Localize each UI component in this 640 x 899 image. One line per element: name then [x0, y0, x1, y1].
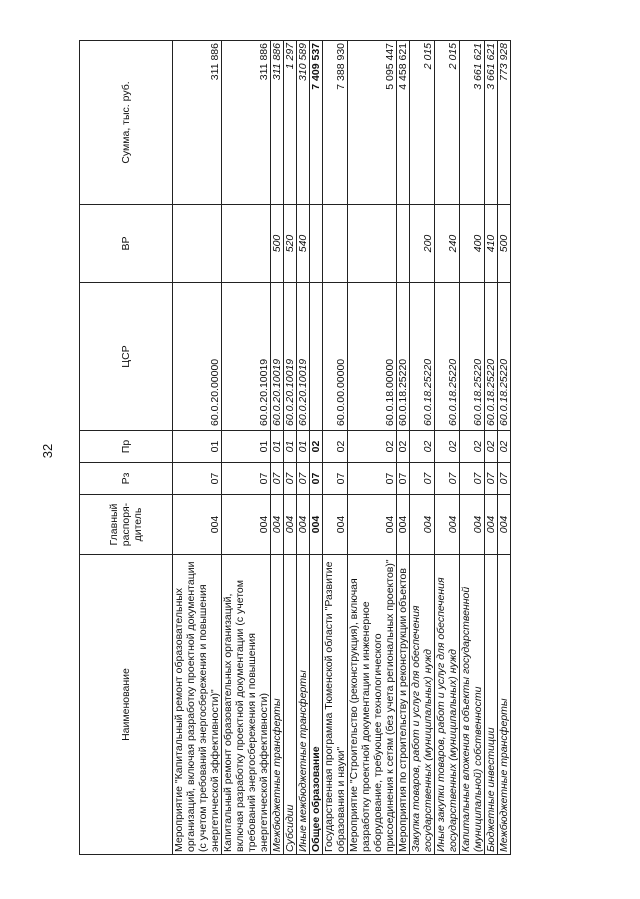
cell-pr: 02 — [397, 431, 410, 463]
table-row — [460, 41, 485, 855]
table-row — [397, 41, 410, 855]
budget-table-rotated — [79, 41, 575, 855]
cell-vr: 200 — [410, 205, 435, 283]
cell-pr: 01 — [284, 431, 297, 463]
cell-sum: 2 015 — [410, 41, 435, 205]
cell-sum: 7 409 537 — [310, 41, 323, 205]
cell-name: Мероприятие "Строительство (реконструкция), включая разработку проектной документации и инженерное оборудование, требующее технологического присоединения к сетям (без учета региональных проектов)" — [348, 555, 397, 855]
cell-pr: 02 — [310, 431, 323, 463]
cell-name: Межбюджетные трансферты — [271, 555, 284, 855]
cell-rz: 07 — [310, 463, 323, 495]
cell-name: Иные межбюджетные трансферты — [297, 555, 310, 855]
cell-gl: 004 — [297, 495, 310, 555]
table-row — [435, 41, 460, 855]
cell-sum: 2 015 — [435, 41, 460, 205]
cell-gl: 004 — [284, 495, 297, 555]
cell-sum: 1 297 — [284, 41, 297, 205]
cell-vr — [222, 205, 271, 283]
cell-gl: 004 — [310, 495, 323, 555]
table-body — [173, 41, 511, 855]
cell-vr — [310, 205, 323, 283]
cell-csr: 60.0.18.25220 — [485, 283, 498, 431]
cell-csr: 60.0.18.25220 — [435, 283, 460, 431]
cell-vr — [173, 205, 222, 283]
cell-name: Субсидии — [284, 555, 297, 855]
cell-rz: 07 — [498, 463, 511, 495]
cell-rz: 07 — [460, 463, 485, 495]
header-rz: Рз — [80, 463, 173, 495]
cell-pr: 02 — [323, 431, 348, 463]
cell-pr: 01 — [297, 431, 310, 463]
cell-sum: 311 886 — [173, 41, 222, 205]
cell-sum: 7 388 930 — [323, 41, 348, 205]
table-row — [310, 41, 323, 855]
cell-gl: 004 — [435, 495, 460, 555]
cell-name: Мероприятия по строительству и реконструкции объектов — [397, 555, 410, 855]
cell-vr — [323, 205, 348, 283]
cell-name: Капитальный ремонт образовательных организаций, включая разработку проектной документации (с учетом требований энергосбережения и повышения энергетической эффективности) — [222, 555, 271, 855]
cell-pr: 02 — [435, 431, 460, 463]
table-row — [271, 41, 284, 855]
cell-gl: 004 — [271, 495, 284, 555]
cell-pr: 01 — [271, 431, 284, 463]
cell-csr: 60.0.18.25220 — [397, 283, 410, 431]
cell-pr: 02 — [485, 431, 498, 463]
cell-vr: 400 — [460, 205, 485, 283]
cell-name: Иные закупки товаров, работ и услуг для обеспечения государственных (муниципальных) нужд — [435, 555, 460, 855]
cell-rz: 07 — [284, 463, 297, 495]
cell-gl: 004 — [348, 495, 397, 555]
cell-vr: 520 — [284, 205, 297, 283]
page-number: 32 — [40, 443, 55, 459]
cell-csr: 60.0.20.10019 — [284, 283, 297, 431]
cell-rz: 07 — [271, 463, 284, 495]
cell-gl: 004 — [410, 495, 435, 555]
cell-rz: 07 — [397, 463, 410, 495]
cell-vr: 540 — [297, 205, 310, 283]
cell-vr: 410 — [485, 205, 498, 283]
header-pr: Пр — [80, 431, 173, 463]
cell-name: Капитальные вложения в объекты государственной (муниципальной) собственности — [460, 555, 485, 855]
header-vr: ВР — [80, 205, 173, 283]
cell-csr: 60.0.18.25220 — [410, 283, 435, 431]
cell-pr: 02 — [460, 431, 485, 463]
header-row — [80, 41, 173, 855]
cell-csr — [310, 283, 323, 431]
cell-rz: 07 — [297, 463, 310, 495]
cell-csr: 60.0.18.25220 — [460, 283, 485, 431]
cell-pr: 02 — [410, 431, 435, 463]
cell-gl: 004 — [222, 495, 271, 555]
cell-vr: 240 — [435, 205, 460, 283]
cell-sum: 3 661 621 — [485, 41, 498, 205]
budget-table — [79, 40, 511, 855]
cell-gl: 004 — [173, 495, 222, 555]
cell-name: Закупка товаров, работ и услуг для обеспечения государственных (муниципальных) нужд — [410, 555, 435, 855]
cell-name: Мероприятие "Капитальный ремонт образовательных организаций, включая разработку проектной документации (с учетом требований энергосбережения и повышения энергетической эффективности)" — [173, 555, 222, 855]
cell-rz: 07 — [410, 463, 435, 495]
table-row — [284, 41, 297, 855]
cell-name: Межбюджетные трансферты — [498, 555, 511, 855]
cell-sum: 311 886 — [271, 41, 284, 205]
header-gl: Главный распоря-дитель — [80, 495, 173, 555]
cell-csr: 60.0.00.00000 — [323, 283, 348, 431]
cell-csr: 60.0.18.00000 — [348, 283, 397, 431]
cell-rz: 07 — [173, 463, 222, 495]
header-name: Наименование — [80, 555, 173, 855]
cell-csr: 60.0.18.25220 — [498, 283, 511, 431]
cell-pr: 01 — [222, 431, 271, 463]
cell-vr — [397, 205, 410, 283]
cell-rz: 07 — [323, 463, 348, 495]
cell-csr: 60.0.20.00000 — [173, 283, 222, 431]
table-row — [410, 41, 435, 855]
table-row — [222, 41, 271, 855]
cell-rz: 07 — [222, 463, 271, 495]
table-row — [498, 41, 511, 855]
cell-rz: 07 — [435, 463, 460, 495]
cell-pr: 02 — [498, 431, 511, 463]
table-row — [297, 41, 310, 855]
cell-sum: 3 661 621 — [460, 41, 485, 205]
cell-name: Государственная программа Тюменской области "Развитие образования и науки" — [323, 555, 348, 855]
cell-sum: 773 928 — [498, 41, 511, 205]
cell-vr: 500 — [498, 205, 511, 283]
cell-csr: 60.0.20.10019 — [297, 283, 310, 431]
cell-name: Общее образование — [310, 555, 323, 855]
cell-csr: 60.0.20.10019 — [222, 283, 271, 431]
cell-gl: 004 — [323, 495, 348, 555]
cell-gl: 004 — [485, 495, 498, 555]
cell-gl: 004 — [498, 495, 511, 555]
cell-sum: 311 886 — [222, 41, 271, 205]
table-row — [348, 41, 397, 855]
cell-rz: 07 — [485, 463, 498, 495]
header-csr: ЦСР — [80, 283, 173, 431]
cell-sum: 4 458 621 — [397, 41, 410, 205]
cell-csr: 60.0.20.10019 — [271, 283, 284, 431]
table-row — [485, 41, 498, 855]
cell-sum: 5 095 447 — [348, 41, 397, 205]
cell-sum: 310 589 — [297, 41, 310, 205]
table-row — [173, 41, 222, 855]
cell-rz: 07 — [348, 463, 397, 495]
header-sum: Сумма, тыс. руб. — [80, 41, 173, 205]
cell-name: Бюджетные инвестиции — [485, 555, 498, 855]
cell-vr: 500 — [271, 205, 284, 283]
cell-vr — [348, 205, 397, 283]
cell-gl: 004 — [460, 495, 485, 555]
cell-gl: 004 — [397, 495, 410, 555]
cell-pr: 01 — [173, 431, 222, 463]
table-row — [323, 41, 348, 855]
cell-pr: 02 — [348, 431, 397, 463]
